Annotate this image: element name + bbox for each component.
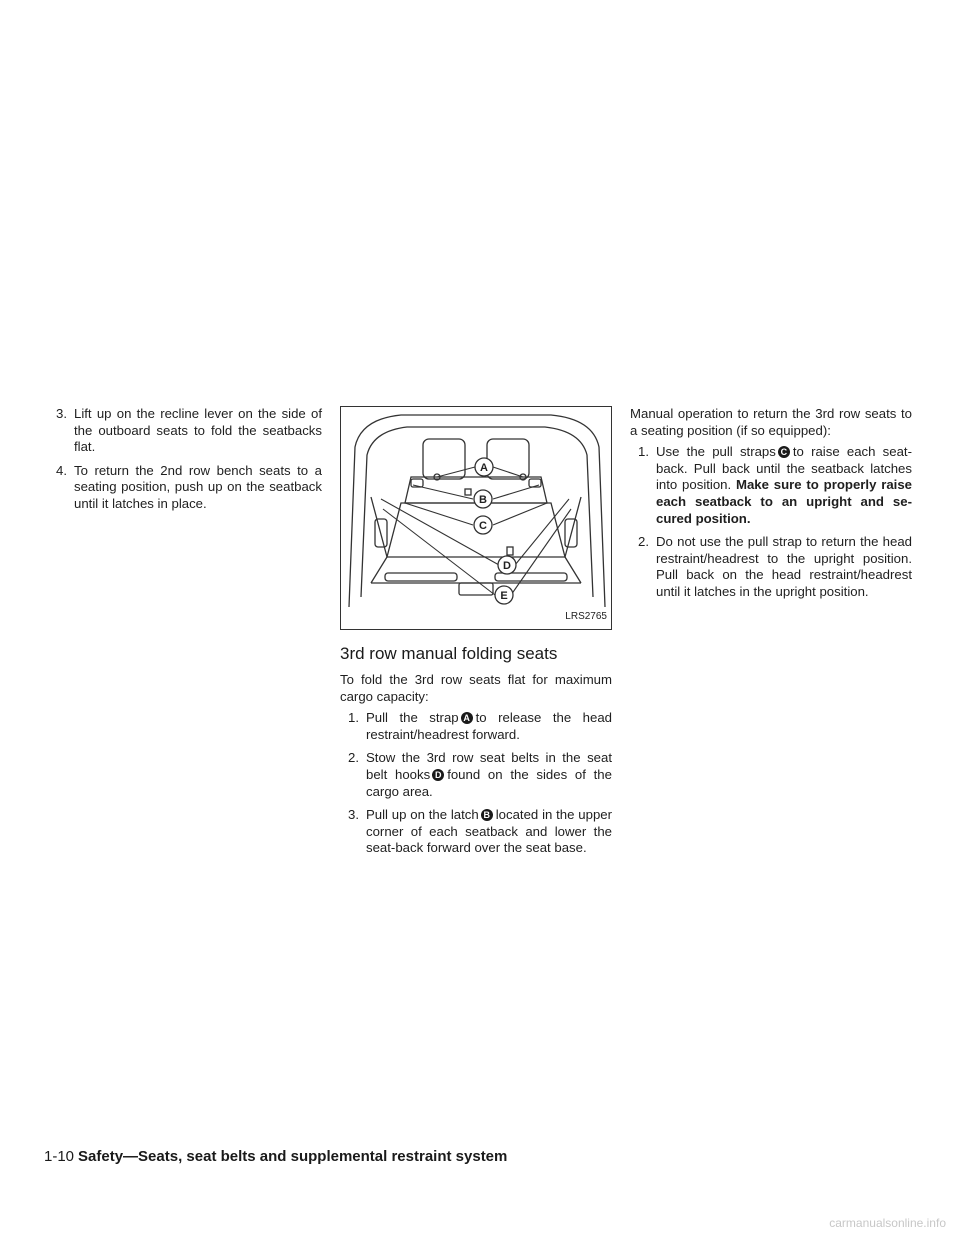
step-text-pre: Pull the strap bbox=[366, 710, 459, 726]
return-intro: Manual operation to return the 3rd row seats to a seating position (if so equipped): bbox=[630, 406, 912, 438]
page-number: 1-10 bbox=[44, 1148, 75, 1165]
step-text-pre: Pull up on the latch bbox=[366, 807, 479, 823]
callout-ref-icon: A bbox=[461, 712, 473, 724]
steps-fold bbox=[348, 710, 612, 857]
return-step-2 bbox=[638, 534, 912, 600]
column-left bbox=[56, 406, 322, 520]
step-number: 1. bbox=[348, 710, 359, 726]
callout-d-label: D bbox=[503, 560, 511, 572]
fold-step-3 bbox=[348, 807, 612, 857]
section-title: 3rd row manual folding seats bbox=[340, 644, 558, 663]
step-text: Lift up on the recline lever on the side of the outboard seats to fold the seatbacks flat. bbox=[74, 406, 322, 455]
step-number: 3. bbox=[348, 807, 359, 823]
step-4 bbox=[56, 463, 322, 513]
step-text-mid: to raise each seat-back. Pull back until the seatback latches into position. bbox=[656, 444, 912, 493]
return-step-1 bbox=[638, 444, 912, 527]
column-right bbox=[630, 406, 912, 608]
figure-code: LRS2765 bbox=[565, 611, 607, 623]
callout-c-label: C bbox=[479, 520, 487, 532]
callout-ref-icon: B bbox=[481, 809, 493, 821]
fold-step-2 bbox=[348, 750, 612, 800]
watermark: carmanualsonline.info bbox=[829, 1216, 946, 1230]
step-text-post: located in the upper corner of each seatback and lower the seat-back forward over the seat base. bbox=[366, 807, 612, 856]
step-number: 1. bbox=[638, 444, 649, 460]
section-intro: To fold the 3rd row seats flat for maximum cargo capacity: bbox=[340, 672, 612, 704]
callout-e-label: E bbox=[500, 590, 508, 602]
fold-step-1 bbox=[348, 710, 612, 743]
step-text-post: found on the sides of the cargo area. bbox=[366, 766, 612, 799]
cargo-diagram bbox=[341, 407, 611, 629]
steps-return bbox=[638, 444, 912, 600]
step-text-pre: Stow the 3rd row seat belts in the seat belt hooks bbox=[366, 750, 612, 782]
column-middle bbox=[340, 406, 612, 864]
step-number: 3. bbox=[56, 406, 67, 421]
step-text: Do not use the pull strap to return the head restraint/headrest to the upright position. Pull back on the head restraint/headrest until it latches in the upright position. bbox=[656, 534, 912, 599]
step-text-pre: Use the pull straps bbox=[656, 444, 776, 460]
cargo-area-illustration bbox=[340, 406, 612, 630]
step-3 bbox=[56, 406, 322, 456]
callout-ref-icon: C bbox=[778, 446, 790, 458]
callout-a-label: A bbox=[480, 462, 488, 474]
step-number: 4. bbox=[56, 462, 67, 478]
chapter-title: Safety—Seats, seat belts and supplemental restraint system bbox=[78, 1148, 508, 1165]
page-footer bbox=[44, 1148, 507, 1165]
step-number: 2. bbox=[638, 534, 649, 550]
callout-ref-icon: D bbox=[432, 769, 444, 781]
callout-b-label: B bbox=[479, 494, 487, 506]
warning-text: Make sure to properly raise each seatback to an upright and se-cured position. bbox=[656, 477, 913, 526]
step-text: To return the 2nd row bench seats to a seating position, push up on the seatback until it latches in place. bbox=[74, 462, 322, 511]
steps-2nd-row bbox=[56, 406, 322, 513]
step-text-post: to release the head restraint/headrest forward. bbox=[366, 710, 613, 742]
step-number: 2. bbox=[348, 750, 359, 766]
